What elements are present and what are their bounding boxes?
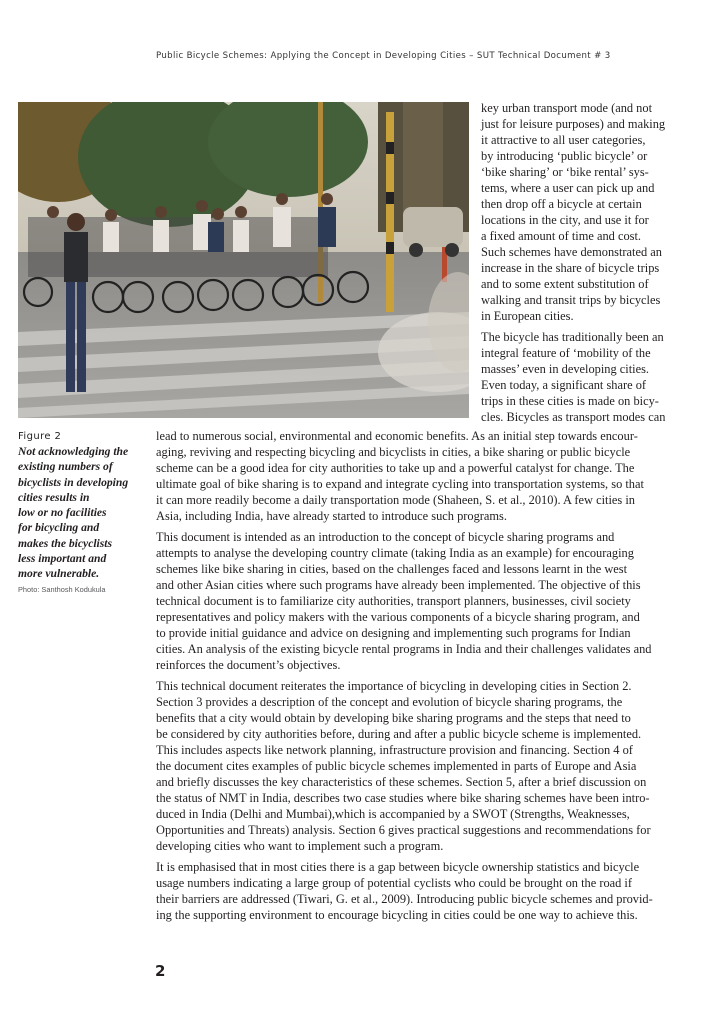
caption-line: less important and [18, 552, 107, 566]
right-column-text [481, 100, 681, 430]
main-paragraph-3 [156, 678, 682, 854]
text-line: tems, where a user can pick up and [481, 181, 655, 195]
text-line: locations in the city, and use it for [481, 213, 649, 227]
page-number: 2 [155, 962, 166, 980]
text-line: representatives and policy makers with the various components of a bicycle sharing program, and [156, 610, 640, 624]
text-line: Even today, a significant share of [481, 378, 647, 392]
caption-line: existing numbers of [18, 460, 113, 474]
text-line: cities. An analysis of the existing bicycle rental programs in India and their challenges validates and [156, 642, 652, 656]
text-line: ‘bike sharing’ or ‘bike rental’ sys- [481, 165, 649, 179]
text-line: ultimate goal of bike sharing is to expand and integrate cycling into transportation systems, so that [156, 477, 644, 491]
text-line: masses’ even in developing cities. [481, 362, 650, 376]
text-line: attempts to analyse the developing country climate (taking India as an example) for encouraging [156, 546, 634, 560]
caption-line: low or no facilities [18, 506, 107, 520]
text-line: be considered by city authorities before, during and after a public bicycle scheme is implemented. [156, 727, 642, 741]
text-line: just for leisure purposes) and making [481, 117, 666, 131]
text-line: the document cites examples of public bicycle schemes implemented in parts of Europe and Asia [156, 759, 637, 773]
text-line: walking and transit trips by bicycles [481, 293, 661, 307]
text-line: Opportunities and Threats) analysis. Section 6 gives practical suggestions and recommendations for [156, 823, 651, 837]
text-line: technical document is to familiarize city authorities, transport planners, businesses, civil society [156, 594, 631, 608]
main-paragraph-2 [156, 529, 682, 673]
text-line: schemes like bike sharing in cities, based on the challenges faced and lessons learnt in the west [156, 562, 628, 576]
text-line: increase in the share of bicycle trips [481, 261, 660, 275]
text-line: Section 3 provides a description of the concept and evolution of bicycle sharing programs, the [156, 695, 623, 709]
text-line: reinforces the document’s objectives. [156, 658, 341, 672]
right-paragraph-2 [481, 329, 681, 425]
text-line: and briefly discusses the key characteristics of these schemes. Section 5, after a brief discussion on [156, 775, 647, 789]
text-line: and to some extent substitution of [481, 277, 649, 291]
text-line: to provide initial guidance and advice on designing and implementing such programs for Indian [156, 626, 631, 640]
text-line: benefits that a city would obtain by developing bike sharing programs and the steps that need to [156, 711, 631, 725]
caption-line: more vulnerable. [18, 567, 100, 581]
figure-label: Figure 2 [18, 431, 62, 442]
text-line: This includes aspects like network planning, infrastructure provision and financing. Section 4 of [156, 743, 633, 757]
figure-photo-cyclists-at-crossing [18, 102, 469, 418]
text-line: The bicycle has traditionally been an [481, 330, 664, 344]
photo-credit: Photo: Santhosh Kodukula [18, 584, 106, 594]
right-paragraph-1 [481, 100, 681, 324]
main-column-text [156, 428, 682, 928]
text-line: it attractive to all user categories, [481, 133, 646, 147]
text-line: the status of NMT in India, describes two case studies where bike sharing schemes have been intro- [156, 791, 650, 805]
text-line: key urban transport mode (and not [481, 101, 653, 115]
caption-line: bicyclists in developing [18, 475, 129, 489]
text-line: developing cities who want to implement such a program. [156, 839, 444, 853]
main-paragraph-4 [156, 859, 682, 923]
text-line: Asia, including India, have already started to introduce such programs. [156, 509, 507, 523]
caption-line: for bicycling and [18, 521, 100, 535]
caption-line: Not acknowledging the [18, 445, 129, 458]
text-line: in European cities. [481, 309, 574, 323]
caption-line: cities results in [18, 490, 90, 504]
main-paragraph-1 [156, 428, 682, 524]
text-line: aging, reviving and respecting bicycling and bicyclists in cities, a bike sharing or public bicycle [156, 445, 631, 459]
text-line: by introducing ‘public bicycle’ or [481, 149, 648, 163]
text-line: trips in these cities is made on bicy- [481, 394, 659, 408]
text-line: a fixed amount of time and cost. [481, 229, 642, 243]
text-line: it can more readily become a daily transportation mode (Shaheen, S. et al., 2010). A few cities in [156, 493, 635, 507]
figure-caption-text [18, 444, 146, 582]
text-line: cles. Bicycles as transport modes can [481, 410, 666, 424]
text-line: It is emphasised that in most cities there is a gap between bicycle ownership statistics and bicycle [156, 860, 640, 874]
text-line: duced in India (Delhi and Mumbai),which is accompanied by a SWOT (Strengths, Weaknesses, [156, 807, 630, 821]
text-line: their barriers are addressed (Tiwari, G. et al., 2009). Introducing public bicycle schemes and provid- [156, 892, 653, 906]
text-line: usage numbers indicating a large group of potential cyclists who could be brought on the road if [156, 876, 633, 890]
running-header: Public Bicycle Schemes: Applying the Concept in Developing Cities – SUT Technical Document # 3 [156, 51, 611, 61]
text-line: scheme can be a good idea for city authorities to take up and a powerful catalyst for change. The [156, 461, 635, 475]
figure-caption [18, 431, 146, 594]
text-line: ing the supporting environment to encourage bicycling in cities could be one way to achieve this. [156, 908, 638, 922]
text-line: and other Asian cities where such programs have already been implemented. The objective of this [156, 578, 641, 592]
caption-line: makes the bicyclists [18, 536, 113, 550]
text-line: This technical document reiterates the importance of bicycling in developing cities in Section 2. [156, 679, 632, 693]
text-line: lead to numerous social, environmental and economic benefits. As an initial step towards encour- [156, 429, 638, 443]
text-line: Such schemes have demonstrated an [481, 245, 662, 259]
text-line: integral feature of ‘mobility of the [481, 346, 651, 360]
text-line: This document is intended as an introduction to the concept of bicycle sharing programs and [156, 530, 615, 544]
text-line: then drop off a bicycle at certain [481, 197, 642, 211]
